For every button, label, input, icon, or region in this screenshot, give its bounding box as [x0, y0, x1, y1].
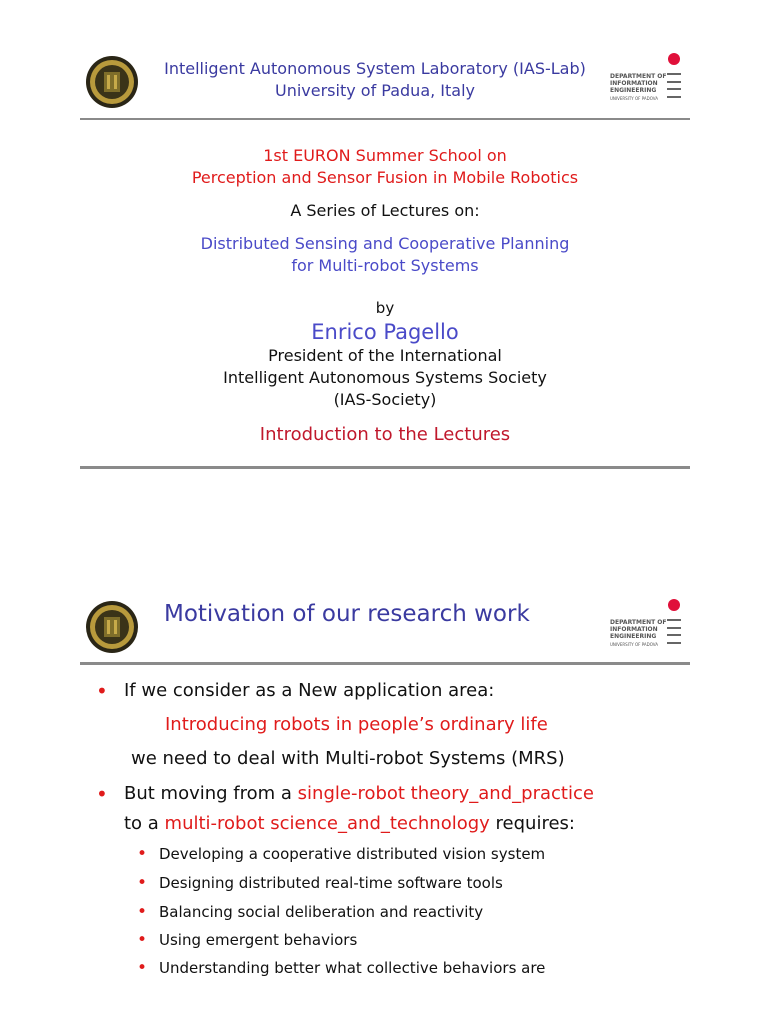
logo-line3: ENGINEERING — [610, 633, 657, 640]
role-line1: President of the International — [268, 346, 502, 365]
bullet-icon: • — [96, 679, 108, 703]
logo-line1: DEPARTMENT OF — [610, 73, 667, 80]
sub-bullet-icon: • — [137, 873, 148, 893]
divider-bottom — [80, 466, 690, 469]
single-robot-phrase: single-robot theory_and_practice — [297, 783, 594, 804]
sub-bullet-icon: • — [137, 902, 148, 922]
bullet-2-line2 — [124, 810, 575, 838]
lecture-subtitle: Introduction to the Lectures — [259, 424, 511, 445]
logo-line4: UNIVERSITY OF PADOVA — [610, 96, 659, 101]
role-line3: (IAS-Society) — [333, 390, 437, 409]
by-label: by — [375, 299, 395, 317]
role-line2: Intelligent Autonomous Systems Society — [223, 368, 547, 387]
sub-bullet-icon: • — [137, 844, 148, 864]
sub-bullet-5: Understanding better what collective behaviors are — [159, 959, 546, 977]
sub-bullet-2: Designing distributed real-time software tools — [159, 874, 503, 892]
bullet-1-highlight: Introducing robots in people’s ordinary life — [165, 714, 548, 735]
sub-bullet-icon: • — [137, 930, 148, 950]
university-seal-icon — [85, 55, 139, 109]
logo-line4: UNIVERSITY OF PADOVA — [610, 642, 659, 647]
lab-name: Intelligent Autonomous System Laboratory (IAS-Lab) — [164, 59, 586, 78]
bullet-2-line2-prefix: to a — [124, 813, 165, 834]
slide-title: Motivation of our research work — [164, 601, 530, 627]
author-name: Enrico Pagello — [311, 320, 459, 344]
bullet-1-text: If we consider as a New application area: — [124, 680, 495, 701]
school-title-line2: Perception and Sensor Fusion in Mobile Robotics — [191, 168, 579, 187]
university-name: University of Padua, Italy — [274, 81, 476, 100]
sub-bullet-1: Developing a cooperative distributed vision system — [159, 845, 546, 863]
bullet-icon: • — [96, 782, 108, 806]
bullet-2-line2-suffix: requires: — [489, 813, 575, 834]
divider-top — [80, 662, 690, 665]
series-heading: A Series of Lectures on: — [290, 201, 480, 220]
bullet-1-continuation: we need to deal with Multi-robot Systems (MRS) — [131, 748, 565, 769]
logo-line2: INFORMATION — [610, 80, 658, 87]
sub-bullet-4: Using emergent behaviors — [159, 931, 358, 949]
divider-top — [80, 118, 690, 120]
topic-line1: Distributed Sensing and Cooperative Planning — [200, 234, 570, 253]
multi-robot-phrase: multi-robot science_and_technology — [164, 813, 490, 834]
sub-bullet-icon: • — [137, 958, 148, 978]
logo-line2: INFORMATION — [610, 626, 658, 633]
logo-line3: ENGINEERING — [610, 87, 657, 94]
logo-line1: DEPARTMENT OF — [610, 619, 667, 626]
bullet-2-prefix: But moving from a — [124, 783, 298, 804]
department-logo — [610, 598, 690, 650]
university-seal-icon — [85, 600, 139, 654]
school-title-line1: 1st EURON Summer School on — [263, 146, 507, 165]
bullet-2-line1 — [124, 780, 594, 808]
department-logo — [610, 52, 690, 104]
topic-line2: for Multi-robot Systems — [291, 256, 479, 275]
sub-bullet-3: Balancing social deliberation and reactivity — [159, 903, 484, 921]
